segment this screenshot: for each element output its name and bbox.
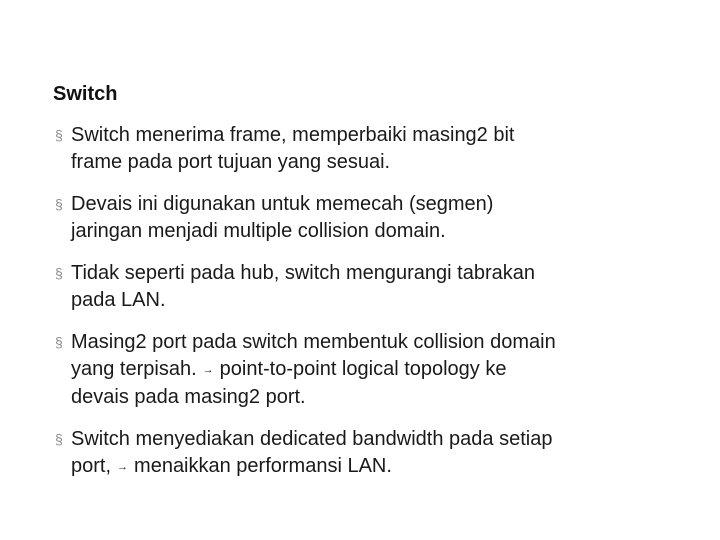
bullet-marker-icon: § xyxy=(55,196,63,212)
bullet-text-line: devais pada masing2 port. xyxy=(71,386,306,408)
bullet-text-segment: point-to-point logical topology ke xyxy=(219,358,507,380)
bullet-marker-icon: § xyxy=(55,431,63,447)
bullet-text-line: Masing2 port pada switch membentuk collision domain xyxy=(71,331,556,353)
bullet-text-segment: menaikkan performansi LAN. xyxy=(134,455,392,477)
bullet-item xyxy=(53,122,693,176)
bullet-text-line: Switch menyediakan dedicated bandwidth pada setiap xyxy=(71,428,553,450)
arrow-right-icon: → xyxy=(202,364,214,376)
bullet-marker-icon: § xyxy=(55,127,63,143)
bullet-text-line: Tidak seperti pada hub, switch mengurangi tabrakan xyxy=(71,262,535,284)
bullet-item xyxy=(53,260,693,314)
arrow-right-icon: → xyxy=(117,461,129,473)
bullet-item xyxy=(53,191,693,245)
bullet-text-line-with-arrow xyxy=(71,453,693,481)
bullet-text-segment: port, xyxy=(71,455,112,477)
bullet-marker-icon: § xyxy=(55,334,63,350)
bullet-text-line-with-arrow xyxy=(71,356,693,384)
bullet-text-line: Switch menerima frame, memperbaiki masing2 bit xyxy=(71,124,515,146)
bullet-text-line: jaringan menjadi multiple collision domain. xyxy=(71,220,446,242)
bullet-text-line: frame pada port tujuan yang sesuai. xyxy=(71,151,391,173)
bullet-text-segment: yang terpisah. xyxy=(71,358,197,380)
bullet-item xyxy=(53,426,693,481)
slide-title: Switch xyxy=(53,83,118,105)
bullet-marker-icon: § xyxy=(55,265,63,281)
bullet-text-line: pada LAN. xyxy=(71,289,166,311)
bullet-item xyxy=(53,329,693,411)
bullet-text-line: Devais ini digunakan untuk memecah (segmen) xyxy=(71,193,494,215)
bullet-list xyxy=(53,122,693,496)
